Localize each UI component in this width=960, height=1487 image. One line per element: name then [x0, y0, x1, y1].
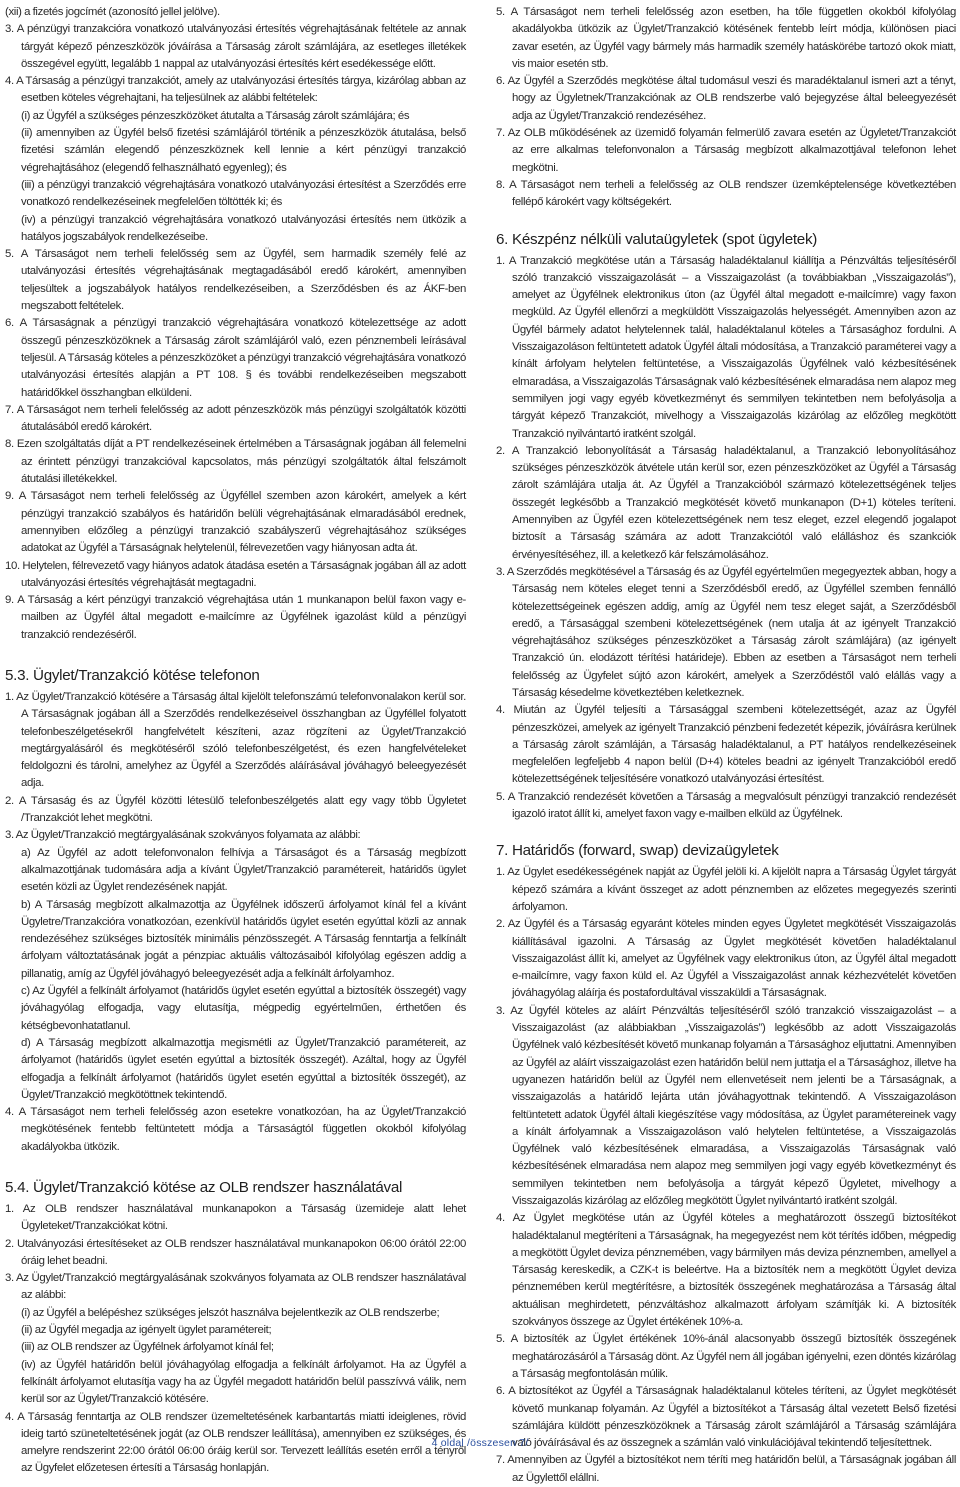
- section-heading: 7. Határidős (forward, swap) devizaügyletek: [496, 842, 779, 860]
- list-subitem: (iii) a pénzügyi tranzakció végrehajtására vonatkozó utalványozási értesítést a Szerződés erre vonatkozó rendelkezéseinek megfelelően töltötték ki; és: [21, 178, 466, 209]
- list-subitem: (ii) az Ügyfél megadja az igényelt ügylet paramétereit;: [21, 1324, 272, 1337]
- paragraph: 3. Az Ügylet/Tranzakció megtárgyalásának szokványos folyamata az OLB rendszer használatával az alábbi:: [5, 1272, 466, 1302]
- paragraph: 6. Az Ügyfél a Szerződés megkötése által tudomásul veszi és maradéktalanul ismeri azt a tényt, hogy az Ügyletnek/Tranzakciónak az OLB rendszerbe való bejegyzése által beleegyezését adja az Ügylet/Tranzakció rendezéséhez.: [496, 75, 956, 122]
- paragraph: 7. Amennyiben az Ügyfél a biztosítékot nem téríti meg határidőn belül, a Társaságnak jogában áll az Ügylettől elállni.: [496, 1454, 956, 1484]
- list-subitem: (iii) az OLB rendszer az Ügyfélnek árfolyamot kínál fel;: [21, 1341, 274, 1354]
- paragraph: 10. Helytelen, félrevezető vagy hiányos adatok átadása esetén a Társaságnak jogában áll az adott utalványozási értesítés végrehajtását megtagadni.: [5, 559, 466, 589]
- section-heading: 6. Készpénz nélküli valutaügyletek (spot ügyletek): [496, 230, 818, 248]
- paragraph: 6. A biztosítékot az Ügyfél a Társaságnak haladéktalanul köteles téríteni, az Ügylet megkötését követő munkanap folyamán. Az Ügyfél a biztosítékot a Társaság által vezetett Belső fizetési számlájára küldött pénzeszközöknek a Társaság zárolt számlájáról a Társaság számlájára való jóváírásával és az összegnek a számlán való vinkulációjával tekintendő teljesítettnek.: [496, 1385, 956, 1450]
- paragraph: 3. Az Ügylet/Tranzakció megtárgyalásának szokványos folyamata az alábbi:: [5, 829, 361, 842]
- list-subitem: (iv) az Ügyfél határidőn belül jóváhagyólag elfogadja a felkínált árfolyamot. Ha az Ügyfél a felkínált árfolyamot elutasítja vagy ha az Ügyfél megadott határidőn belül passzívvá válik, nem kerül sor az Ügylet/Tranzakció kötésére.: [21, 1358, 466, 1406]
- paragraph: 8. Ezen szolgáltatás díját a PT rendelkezéseinek értelmében a Társaságnak jogában áll felemelni az érintett pénzügyi tranzakcióval kapcsolatos, más pénzügyi szolgáltatók által felszámolt átutalási illetékekkel.: [5, 438, 466, 486]
- paragraph: 4. Miután az Ügyfél teljesíti a Társasággal szembeni kötelezettségét, azaz az Ügyfél pénzeszközei, amelyek az igényelt Tranzakció pénzbeni fedezetét képezik, jóváírásra kerülnek a Társaság zárolt számláján, a Társaság haladéktalanul, a PT hatályos rendelkezéseinek megfelelően legfeljebb 4 napon belül (D+4) köteles beadni az igényelt Tranzakcióból eredő kötelezettségének teljesítésére vonatkozó utalványozási értesítést.: [496, 704, 956, 786]
- section-heading: 5.4. Ügylet/Tranzakció kötése az OLB rendszer használatával: [5, 1179, 403, 1196]
- paragraph: 4. A Társaságot nem terheli felelősség azon esetekre vonatkozóan, ha az Ügylet/Tranzakció megkötésének fentebb feltüntetett módja a Társaságtól független okokból kifolyólag akadályokba ütközik.: [5, 1106, 466, 1153]
- list-subitem: a) Az Ügyfél az adott telefonvonalon felhívja a Társaságot és a Társaság megbízott alkalmazottjának tudomására adja a kívánt Ügylet/Tranzakció paramétereit, határidős ügylet esetén közli az Ügylet rendezésének napját.: [21, 846, 466, 894]
- paragraph: 4. Az Ügylet megkötése után az Ügyfél köteles a meghatározott összegű biztosítékot haladéktalanul megtéríteni a Társaságnak, ha megegyezést nem köt térítés időben, mégpedig a megkötött Ügylet deviza pénznemében, vagy bármilyen más deviza pénznemben, amellyel a Társaság kereskedik, a CZK-t is beleértve. Ha a biztosíték nem a megkötött Ügylet deviza pénznemében kerül megtérítésre, a biztosíték összegének meghatározása a Társaság által aktuálisan meghirdetett, pénzváltáshoz alkalmazott árfolyam számítják ki. A biztosíték szokványos összege az Ügylet értékének 10%-a.: [496, 1212, 956, 1329]
- list-subitem: b) A Társaság megbízott alkalmazottja az Ügyfélnek időszerű árfolyamot kínál fel a kívánt Ügyletre/Tranzakcióra vonatkozóan, ezenkívül határidős ügylet esetén egyúttal közli az annak rendezéséhez szükséges biztosíték minimális pénzösszegét. A Társaság fenntartja a felkínált árfolyam változtatásának jogát a pénzpiac aktuális változásaiból kifolyólag egészen addig a pillanatig, amíg az Ügyfél jóváhagyó beleegyezését adja a felkínált árfolyamhoz.: [21, 898, 466, 980]
- paragraph: 2. A Tranzakció lebonyolítását a Társaság haladéktalanul, a Tranzakció lebonyolításához szükséges pénzeszközök átvétele után kerül sor, ezen pénzeszközöket az Ügyfél a Társaság zárolt számlájára utalja át. Az Ügyfél a Tranzakcióból származó kötelezettségének teljes összegét legkésőbb a Tranzakció megkötését követő munkanapon (D+1) köteles teríteni. Amennyiben az Ügyfél ezen kötelezettségének nem tesz eleget, ezzel elegendő jogalapot biztosít a Társaság számára az adott Tranzakciótól való elálláshoz és szankciók érvényesítéséhez, ill. a keletkező kár felszámolásához.: [496, 444, 956, 561]
- page-footer: 4 oldal /összesen 7/: [431, 1437, 529, 1449]
- paragraph: 5. A Társaságot nem terheli felelősség sem az Ügyfél, sem harmadik személy felé az utalványozási értesítés végrehajtásának megtagadásából eredő károkért, amennyiben teljesültek a jogszabályok hatályos rendelkezéseiben, a Szerződésben és az ÁKF-ben megszabott feltételek.: [5, 248, 466, 313]
- paragraph: 7. Az OLB működésének az üzemidő folyamán felmerülő zavara esetén az Ügyletet/Tranzakciót az erre alkalmas telefonvonalon a Társaság megbízott alkalmazottjával telefonon lehet megkötni.: [496, 127, 956, 174]
- paragraph: 5. A Társaságot nem terheli felelősség azon esetben, ha tőle független okokból kifolyólag akadályokba ütközik az Ügylet/Tranzakció kötésének fentebb leírt módja, különösen piaci zavar esetén, az Ügyfél vagy bármely más harmadik személy hatáskörébe tartozó okok miatt, vis maior esetén stb.: [496, 6, 956, 70]
- list-subitem: (i) az Ügyfél a belépéshez szükséges jelszót használva bejelentkezik az OLB rendszerbe;: [21, 1306, 440, 1319]
- paragraph: 7. A Társaságot nem terheli felelősség az adott pénzeszközök más pénzügyi szolgáltatók közötti átutalásából eredő károkért.: [5, 403, 466, 434]
- paragraph: 1. Az Ügylet/Tranzakció kötésére a Társaság által kijelölt telefonszámú telefonvonalakon kerül sor. A Társaságnak jogában áll a Szerződés rendelkezéseivel összhangban az Ügyféllel folyatott telefonbeszélgetésekről hangfelvételt készíteni, azaz rögzíteni az Ügylet/Tranzakció megtárgyalásáról és megkötéséről szóló telefonbeszélgetést, és ezen hangfelvételeket feldolgozni és tárolni, amelyhez az Ügyfél a Szerződés aláírásával jóváhagyó beleegyezését adja.: [5, 690, 466, 790]
- list-subitem: d) A Társaság megbízott alkalmazottja megismétli az Ügylet/Tranzakció paramétereit, az árfolyamot (határidős ügylet esetén egyúttal a biztosíték összegét). Azáltal, hogy az Ügyfél elfogadja a felkínált árfolyamot (határidős ügylet esetén egyúttal a biztosíték összegét), az Ügylet/Tranzakció megkötöttnek tekintendő.: [21, 1036, 466, 1101]
- list-subitem: (ii) amennyiben az Ügyfél belső fizetési számlájáról történik a pénzeszközök átutalása, belső fizetési számlán elegendő pénzeszköznek kell lennie a kért pénzügyi tranzakció végrehajtásához (elegendő felhasználható egyenleg); és: [21, 127, 466, 174]
- paragraph: 2. Utalványozási értesítéseket az OLB rendszer használatával munkanapokon 06:00 órától 22:00 óráig lehet beadni.: [5, 1237, 466, 1267]
- right-column: [496, 4, 956, 1487]
- paragraph: 3. A pénzügyi tranzakcióra vonatkozó utalványozási értesítés végrehajtásának feltétele az annak tárgyát képező pénzeszközök jóváírása a Társaság zárolt számlájára, az esetleges illetékek összegével együtt, legalább 1 nappal az utalványozási értesítés kért esedékessége előtt.: [5, 23, 466, 70]
- paragraph: 6. A Társaságnak a pénzügyi tranzakció végrehajtására vonatkozó kötelezettsége az adott összegű pénzeszközöknek a Társaság zárolt számlájáról való, ezen pénznembeli leírásával teljesül. A Társaság köteles a pénzeszközöket a pénzügyi tranzakció végrehajtására vonatkozó utalványozási értesítés alapján a PT 108. § és további rendelkezéseiben megszabott határidőkkel összhangban elküldeni.: [5, 317, 466, 399]
- paragraph: 5. A Tranzakció rendezését követően a Társaság a megvalósult pénzügyi tranzakció rendezését igazoló iratot állít ki, amelyet faxon vagy e-mailben elküld az Ügyfélnek.: [496, 790, 956, 821]
- paragraph: 2. A Társaság és az Ügyfél közötti létesülő telefonbeszélgetés alatt egy vagy több Ügyletet /Tranzakciót lehet megkötni.: [5, 794, 466, 825]
- paragraph: 1. Az Ügylet esedékességének napját az Ügyfél jelöli ki. A kijelölt napra a Társaság Ügylet tárgyát képező számára a kívánt összeget az adott pénznemben az előzetes megegyezés szerinti árfolyamon.: [496, 866, 956, 913]
- list-subitem: (i) az Ügyfél a szükséges pénzeszközöket átutalta a Társaság zárolt számlájára; és: [21, 109, 410, 122]
- paragraph: 3. A Szerződés megkötésével a Társaság és az Ügyfél egyértelműen megegyeztek abban, hogy a Társaság nem köteles eleget tenni a Szerződésből eredő, az Ügyféllel szemben fennálló kötelezettségeinek egészen addig, amíg az Ügyfél nem tesz eleget saját, a Szerződésből eredő, a Társasággal szembeni kötelezettségének (nem utalja át az igényelt Tranzakció végrehajtásához szükséges pénzeszközöket a Társaság zárolt számlájára) (az igényelt Tranzakció ún. elodázott térítési határideje). Ebben az esetben a Társaságot nem terheli felelősség az Ügyfelet sújtó azon károkért, amelyek a Szerződéstől való elállás vagy a Társaság késedelme következtében keletkeznek.: [496, 565, 956, 699]
- paragraph: 8. A Társaságot nem terheli a felelősség az OLB rendszer üzemképtelensége következtében fellépő károkért vagy költségekért.: [496, 178, 956, 209]
- paragraph: 1. A Tranzakció megkötése után a Társaság haladéktalanul kiállítja a Pénzváltás teljesítéséről szóló tranzakció visszaigazolását – a Visszaigazolást (a továbbiakban „Visszaigazolás”), amelyet az Ügyfélnek elektronikus úton (az Ügyfél által megadott e-mailcímre) vagy faxon megküld. Az Ügyfél ellenőrzi a megküldött Visszaigazolás helyességét. Amennyiben azon az Ügyfél bármely adatot helytelennek talál, haladéktalanul köteles a Társasághoz fordulni. A Visszaigazoláson feltüntetett adatok Ügyfél általi módosítása, a Tranzakció paraméterei vagy a kínált árfolyam helytelen feltüntetése, a Visszaigazolás Ügyfélnek való kézbesítésének elmaradása, a Visszaigazolás Társaságnak való kézbesítésének elmaradása nem alapoz meg semmilyen jogi vagy egyéb következményt és semmilyen tekintetben nem befolyásolja a tárgyát képező Tranzakciót, mivelhogy a Visszaigazolás kizárólag az előzőleg megkötött Tranzakció nyilvántartó iratként szolgál.: [496, 254, 956, 440]
- paragraph: 9. A Társaságot nem terheli felelősség az Ügyféllel szemben azon károkért, amelyek a kért pénzügyi tranzakció szabályos és határidőn belüli végrehajtásának elmaradásából erednek, amennyiben előzőleg a pénzügyi tranzakció szabályszerű végrehajtásához szükséges adatokat az Ügyfél a Társaságnak helytelenül, félrevezetően vagy hiányosan adta át.: [5, 490, 466, 555]
- section-heading: 5.3. Ügylet/Tranzakció kötése telefonon: [5, 666, 260, 684]
- paragraph: 3. Az Ügyfél köteles az aláírt Pénzváltás teljesítéséről szóló tranzakció visszaigazolást – a Visszaigazolást (az alábbiakban „Visszaigazolás”) legkésőbb az adott Visszaigazolás Ügyfélnek való kézbesítését követő munkanap folyamán a Társasághoz eljuttatni. Amennyiben az Ügyfél az aláírt visszaigazolást ezen határidőn belül nem juttatja el a Társasághoz, illetve ha ugyanezen határidőn belül az Ügyfél nem ellenvetéseit nem jelenti be a Társaságnak, a visszaigazolás a határidő lejárta után jóváhagyottnak tekintendő. A Visszaigazoláson feltüntetett adatok Ügyfél általi kiegészítése vagy módosítása, az Ügylet paramétereinek vagy a kínált árfolyamnak a Visszaigazoláson való helytelen feltüntetése, a Visszaigazolás Ügyfélnek való kézbesítésének elmaradása, a Visszaigazolás Társaságnak való kézbesítésének elmaradása nem alapoz meg semmilyen jogi vagy egyéb következményt és semmilyen tekintetben nem befolyásolja a tárgyát képező Ügyletet, mivelhogy a Visszaigazolás kizárólag az előzőleg megkötött Ügylet nyilvántartó iratként szolgál.: [496, 1004, 956, 1207]
- paragraph: 9. A Társaság a kért pénzügyi tranzakció végrehajtása után 1 munkanapon belül faxon vagy e-mailben az Ügyfél által megadott e-mailcímre az Ügyfélnek igazolást küld a pénzügyi tranzakció rendezéséről.: [5, 594, 466, 641]
- list-subitem: (iv) a pénzügyi tranzakció végrehajtására vonatkozó utalványozási értesítés nem ütközik a hatályos jogszabályok rendelkezéseibe.: [21, 213, 466, 243]
- paragraph: (xii) a fizetés jogcímét (azonosító jellel jelölve).: [5, 6, 220, 18]
- paragraph: 2. Az Ügyfél és a Társaság egyaránt köteles minden egyes Ügyletet megkötését Visszaigazolás kiállításával igazolni. A Társaság az Ügylet megkötését követően haladéktalanul Visszaigazolást állít ki, amelyet az Ügyfélnek vagy elektronikus úton, az Ügyfél által megadott e-mailcímre, vagy faxon küld el. Az Ügyfél a Visszaigazolást annak kézhezvételét követően jóváhagyólag aláírja és postafordultával visszaküldi a Társaságnak.: [496, 918, 956, 1000]
- list-subitem: c) Az Ügyfél a felkínált árfolyamot (határidős ügylet esetén egyúttal a biztosíték összegét) vagy jóváhagyólag elfogadja, vagy elutasítja, mégpedig egyértelműen, érthetően és kétségbevonhatatlanul.: [21, 985, 466, 1032]
- paragraph: 4. A Társaság a pénzügyi tranzakciót, amely az utalványozási értesítés tárgya, kizárólag abban az esetben köteles végrehajtani, ha teljesülnek az alábbi feltételek:: [5, 75, 466, 105]
- paragraph: 5. A biztosíték az Ügylet értékének 10%-ánál alacsonyabb összegű biztosíték összegének meghatározásáról a Társaság dönt. Az Ügyfél nem áll jogában igényelni, ezen döntés kizárólag a Társaság megfontolásán múlik.: [496, 1333, 956, 1380]
- paragraph: 4. A Társaság fenntartja az OLB rendszer üzemeltetésének karbantartás miatti ideiglenes, rövid ideig tartó szüneteltetésének jogát (az OLB rendszer leállítása), amennyiben ez szükséges, és amelyre rendszerint 22:00 órától 06:00 óráig kerül sor. Tervezett leállítás esetén erről a tényről az Ügyfelet előzetesen értesíti a Társaság honlapján.: [5, 1410, 466, 1475]
- paragraph: 1. Az OLB rendszer használatával munkanapokon a Társaság üzemideje alatt lehet Ügyleteket/Tranzakciókat kötni.: [5, 1203, 466, 1233]
- left-column: [5, 4, 466, 1478]
